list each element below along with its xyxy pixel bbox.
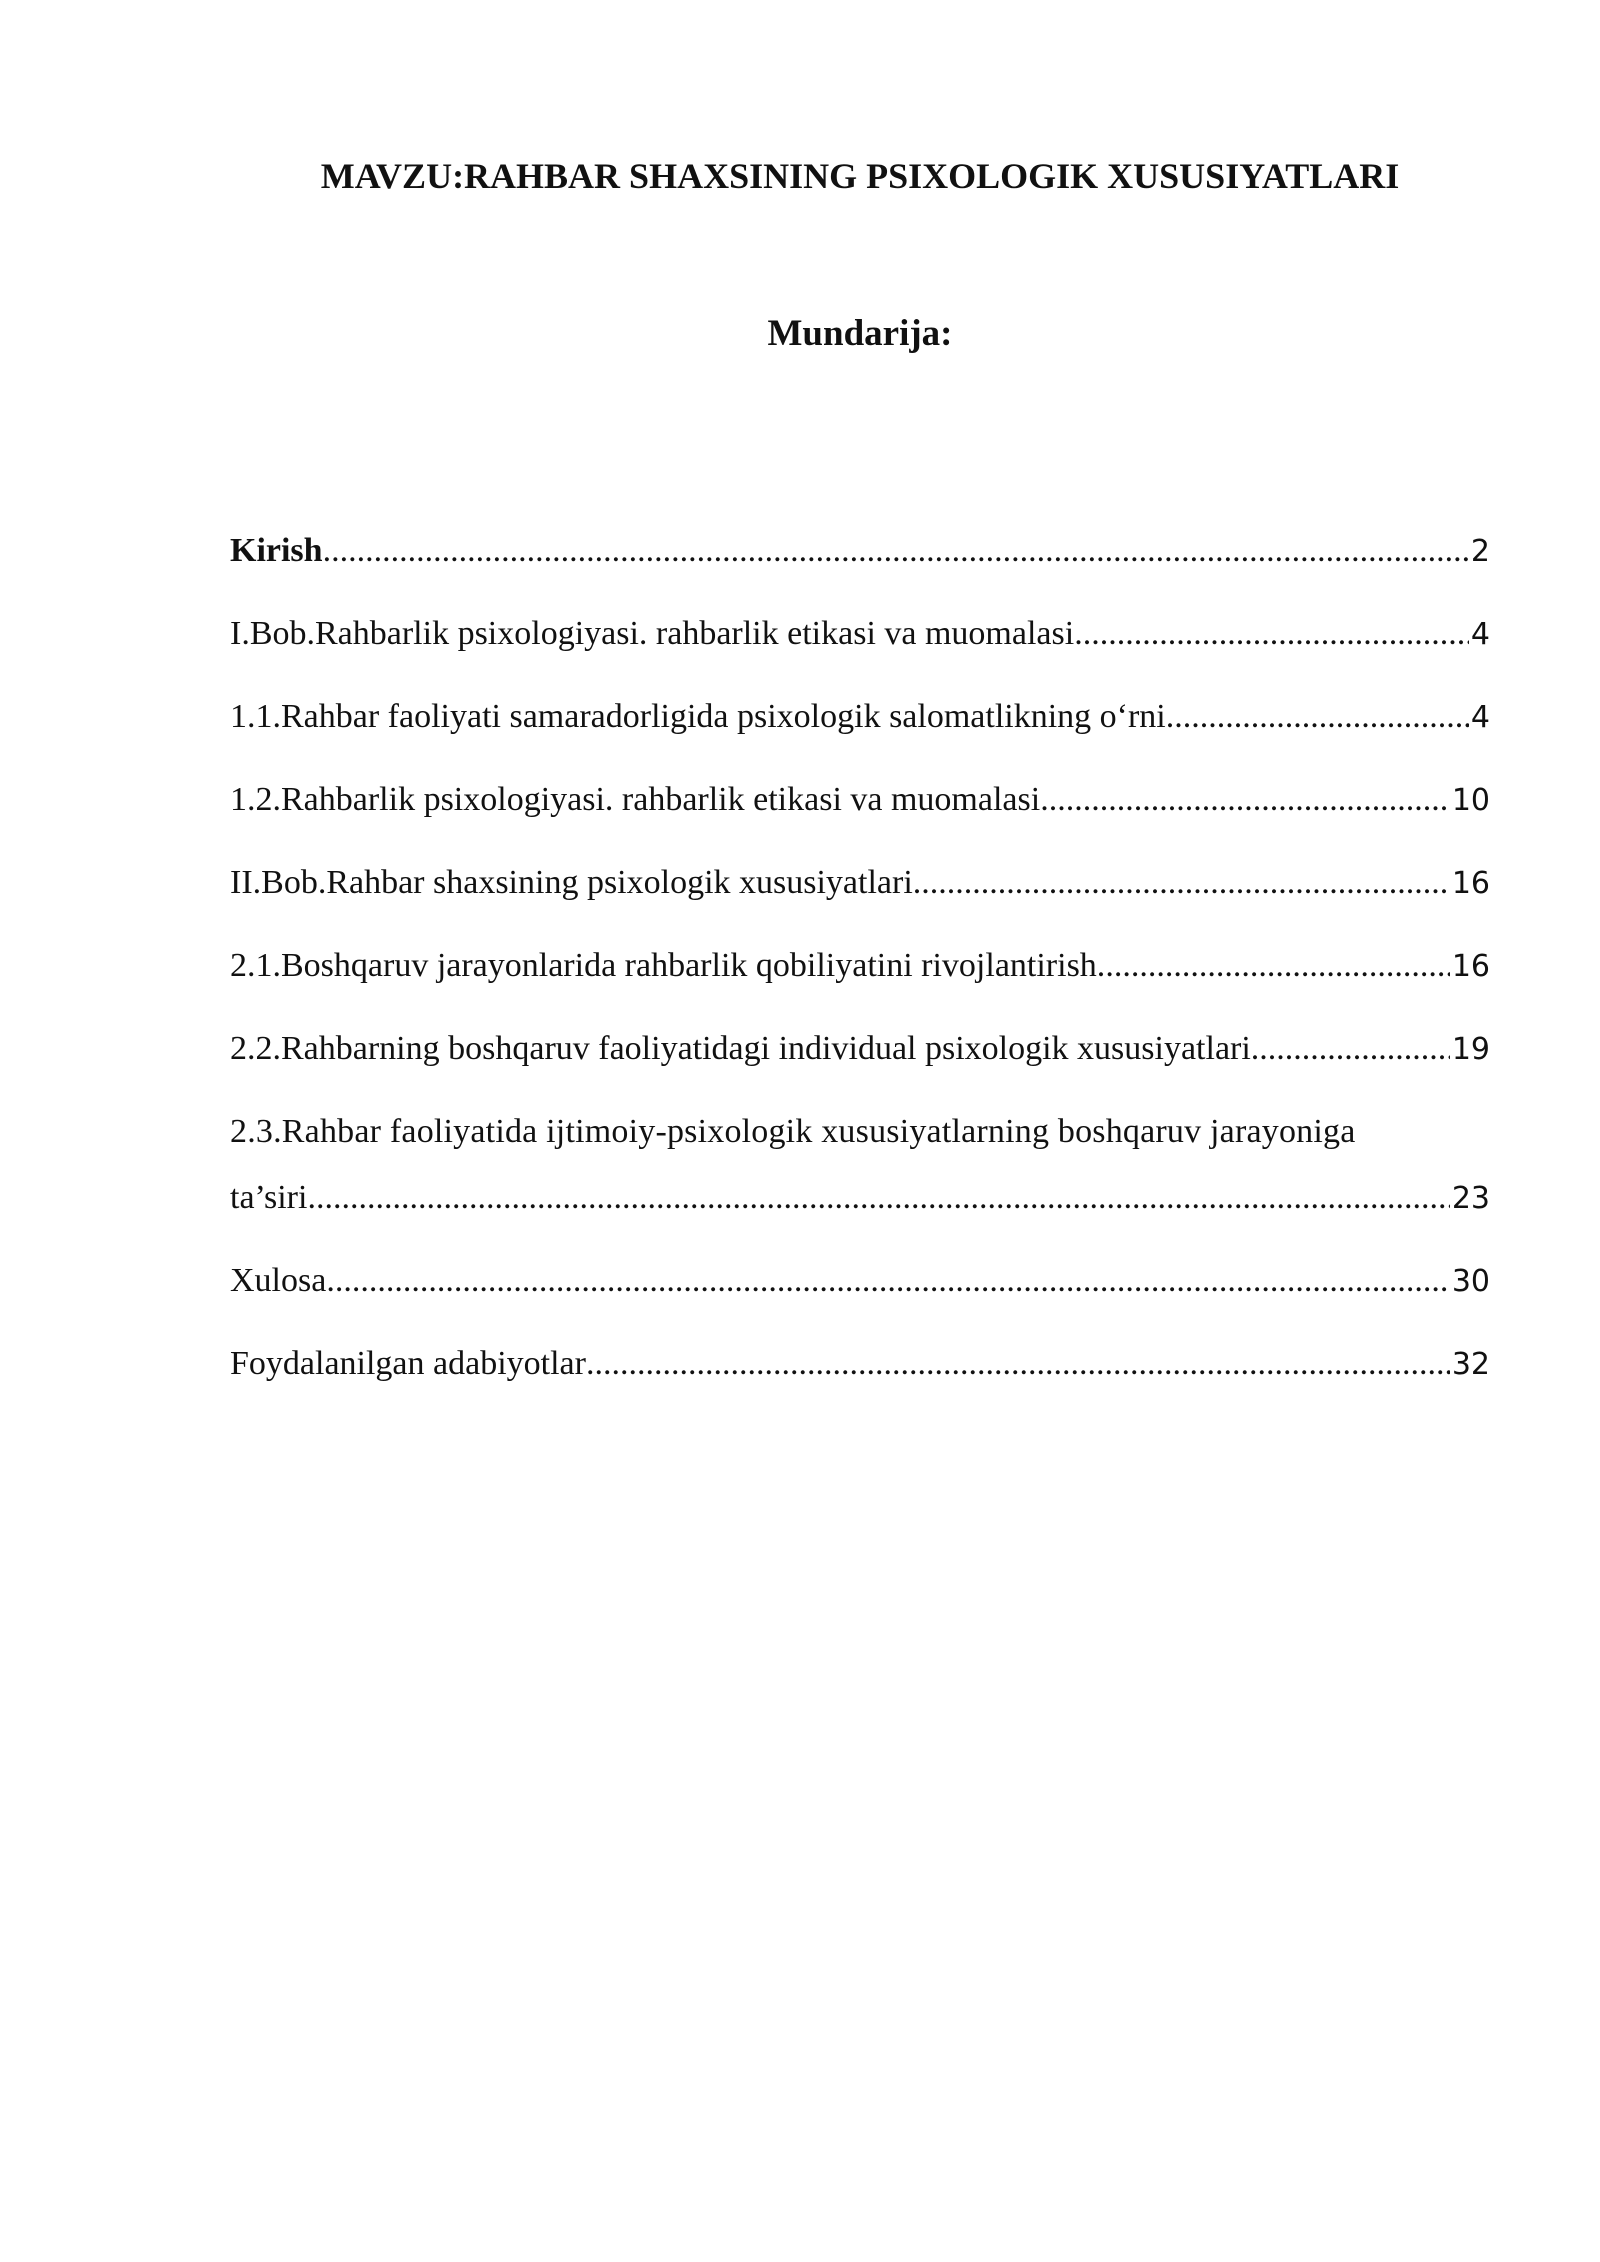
toc-leader-dots	[913, 860, 1450, 906]
toc-entry-section-2-2[interactable]	[230, 1026, 1490, 1073]
toc-entry-label: ta’siri	[230, 1179, 308, 1216]
toc-page-number: 2	[1470, 534, 1490, 569]
toc-page-number: 10	[1451, 783, 1490, 818]
toc-entry-label: 1.1.Rahbar faoliyati samaradorligida psixologik salomatlikning o‘rni	[230, 698, 1166, 735]
toc-entry-label: 1.2.Rahbarlik psixologiyasi. rahbarlik etikasi va muomalasi	[230, 781, 1041, 818]
toc-page-number: 19	[1451, 1032, 1490, 1067]
toc-leader-dots	[1166, 694, 1469, 740]
toc-leader-dots	[586, 1341, 1450, 1387]
toc-entry-section-1-1[interactable]	[230, 694, 1490, 741]
toc-entry-section-2-3[interactable]	[230, 1109, 1490, 1222]
toc-leader-dots	[307, 1175, 1449, 1221]
toc-entry-continuation	[230, 1175, 1490, 1222]
toc-leader-dots	[1251, 1026, 1450, 1072]
toc-page-number: 16	[1451, 866, 1490, 901]
toc-leader-dots	[1040, 777, 1450, 823]
toc-page-number: 4	[1470, 617, 1490, 652]
toc-leader-dots	[1105, 943, 1450, 989]
toc-entry-label: Foydalanilgan adabiyotlar	[230, 1345, 586, 1382]
toc-page-number: 4	[1470, 700, 1490, 735]
toc-entry-label: Kirish	[230, 532, 323, 569]
toc-entry-references[interactable]	[230, 1341, 1490, 1388]
toc-entry-section-1-2[interactable]	[230, 777, 1490, 824]
toc-entry-label: II.Bob.Rahbar shaxsining psixologik xususiyatlari	[230, 864, 913, 901]
document-title: MAVZU:RAHBAR SHAXSINING PSIXOLOGIK XUSUSIYATLARI	[320, 156, 1400, 196]
toc-entry-section-2-1[interactable]	[230, 943, 1490, 990]
toc-entry-label: 2.2.Rahbarning boshqaruv faoliyatidagi individual psixologik xususiyatlari	[230, 1030, 1251, 1067]
toc-page-number: 16	[1451, 949, 1490, 984]
toc-entry-kirish[interactable]	[230, 528, 1490, 575]
toc-entry-label: 2.3.Rahbar faoliyatida ijtimoiy-psixologik xususiyatlarning boshqaruv jarayoniga	[230, 1113, 1356, 1150]
toc-entry-label: I.Bob.Rahbarlik psixologiyasi. rahbarlik etikasi va muomalasi	[230, 615, 1075, 652]
toc-entry-chapter-2[interactable]	[230, 860, 1490, 907]
toc-entry-xulosa[interactable]	[230, 1258, 1490, 1305]
toc-leader-dots	[323, 528, 1469, 574]
toc-entry-chapter-1[interactable]	[230, 611, 1490, 658]
toc-leader-dots	[326, 1258, 1449, 1304]
toc-entry-label: 2.1.Boshqaruv jarayonlarida rahbarlik qobiliyatini rivojlantirish.	[230, 947, 1106, 984]
toc-page-number: 23	[1451, 1181, 1490, 1216]
toc-page-number: 32	[1451, 1347, 1490, 1382]
toc-page-number: 30	[1451, 1264, 1490, 1299]
toc-leader-dots	[1074, 611, 1469, 657]
toc-entry-label: Xulosa	[230, 1262, 327, 1299]
toc-heading: Mundarija:	[767, 313, 953, 354]
